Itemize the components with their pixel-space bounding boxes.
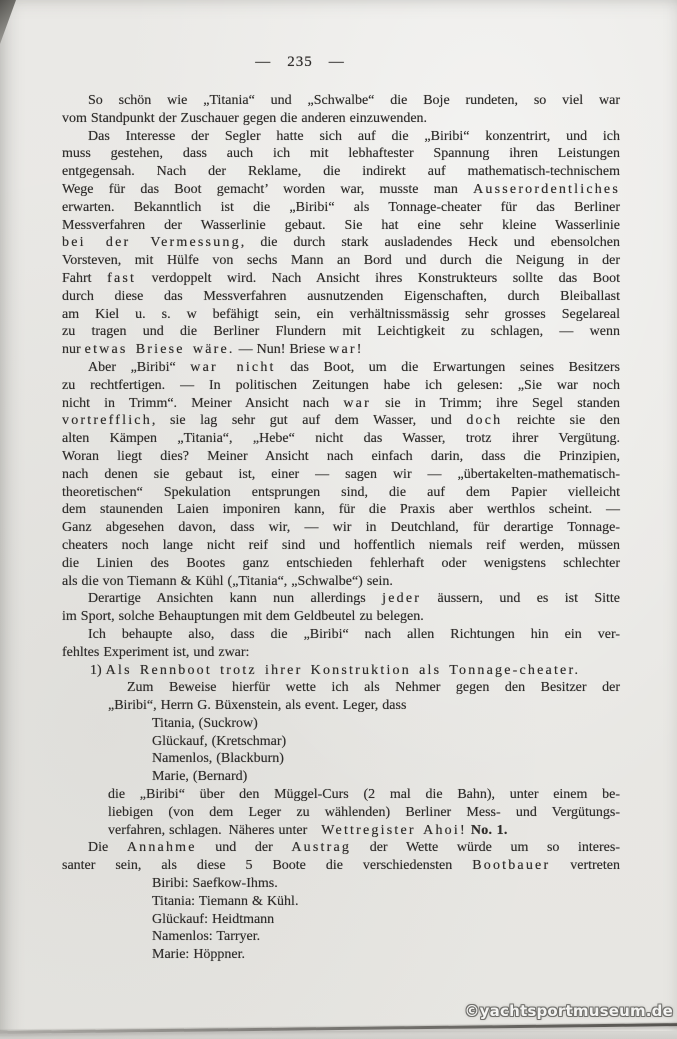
text-segment: Ganz abgesehen davon, dass wir, — wir in Deutchland, für derartige Tonnage- (62, 520, 620, 536)
text-segment: zu rechtfertigen. — In politischen Zeitungen habe ich gelesen: „Sie war noch (62, 377, 620, 393)
text-segment: verdoppelt wird. Nach Ansicht ihres Konstrukteurs sollte das Boot (136, 270, 620, 286)
text-segment: cheaters noch lange nicht reif sind und hoffentlich niemals reif werden, müssen (62, 537, 620, 553)
text-segment: die „Biribi“ über den Müggel-Curs (2 mal die Bahn), unter einem be- (108, 787, 620, 803)
text-line (62, 306, 620, 324)
text-line (62, 110, 620, 128)
text-segment: No. 1. (470, 822, 508, 838)
text-segment: vortrefflich (62, 413, 152, 429)
text-line (88, 92, 620, 110)
text-segment: Bootbauer (472, 858, 551, 874)
text-line (62, 288, 620, 306)
text-segment: Titania: Tiemann & Kühl. (152, 893, 299, 909)
text-line (108, 697, 620, 715)
text-line (152, 911, 620, 929)
text-line (152, 768, 620, 786)
text-segment: fast (107, 270, 137, 286)
text-segment: Wettregister Ahoi! (321, 822, 467, 838)
text-segment: die Linien des Bootes ganz entschieden fehlerhaft oder wenigstens schlechter (62, 555, 620, 571)
text-segment: der Wette würde um so interes- (351, 840, 620, 856)
text-segment: muss gestehen, dass auch ich mit lebhaftester Spannung ihren Leistungen (62, 146, 620, 162)
text-line (88, 839, 620, 857)
text-line (88, 590, 620, 608)
text-line (62, 555, 620, 573)
text-line (62, 644, 620, 662)
text-line (62, 573, 620, 591)
text-segment: Derartige Ansichten kann nun allerdings (88, 591, 383, 607)
text-segment: Ich behaupte also, dass die „Biribi“ nach allen Richtungen hin ein ver- (88, 626, 620, 642)
text-segment: , die durch stark ausladendes Heck und ebensolchen (240, 235, 620, 251)
text-segment: war nicht (190, 359, 276, 375)
text-segment: , sie lag sehr gut auf dem Wasser, und (151, 413, 467, 429)
text-segment: Marie: Höppner. (152, 947, 246, 963)
text-segment: jeder (382, 591, 422, 607)
text-line (62, 448, 620, 466)
text-line (127, 679, 620, 697)
text-segment: war! (329, 342, 364, 358)
text-line (88, 626, 620, 644)
text-segment: Das Interesse der Segler hatte sich auf die „Biribi“ konzentrirt, und ich (88, 128, 620, 144)
page-number: — 235 — (255, 54, 345, 70)
text-segment: vertreten (550, 858, 621, 874)
text-line (62, 181, 620, 199)
text-line (108, 786, 620, 804)
text-line (88, 359, 620, 377)
text-line (152, 946, 620, 964)
text-line (62, 323, 620, 341)
text-block (62, 92, 620, 964)
text-line (152, 715, 620, 733)
text-segment: sie in Trimm; ihre Segel standen (370, 395, 621, 411)
text-segment: durch diese das Messverfahren ausnutzenden Eigenschaften, durch Bleiballast (62, 288, 620, 304)
text-segment: Titania, (Suckrow) (152, 715, 258, 731)
text-line (62, 430, 620, 448)
text-line (62, 377, 620, 395)
text-line (152, 733, 620, 751)
text-line (62, 234, 620, 252)
text-segment: alten Kämpen „Titania“, „Hebe“ nicht das Wasser, trotz ihrer Vergütung. (62, 431, 620, 447)
text-segment: 1) (90, 662, 106, 678)
text-segment: zu tragen und die Berliner Flundern mit Leichtigkeit zu schlagen, — wenn (62, 324, 620, 340)
text-line (152, 893, 620, 911)
text-segment: Namenlos, (Blackburn) (152, 751, 284, 767)
text-line (62, 519, 620, 537)
text-line (62, 537, 620, 555)
text-line (62, 199, 620, 217)
text-line (152, 928, 620, 946)
text-segment: Glückauf: Heidtmann (152, 911, 275, 927)
text-line (152, 750, 620, 768)
text-segment: „Biribi“, Herrn G. Büxenstein, als event. Leger, dass (108, 698, 407, 714)
text-line (62, 341, 620, 359)
text-line (62, 501, 620, 519)
text-segment: Vorsteven, mit Hülfe von sechs Mann an Bord und durch die Neigung in der (62, 253, 620, 269)
text-segment: santer sein, als diese 5 Boote die verschiedensten (62, 858, 473, 874)
text-line (62, 466, 620, 484)
text-line (62, 484, 620, 502)
text-segment: Marie, (Bernard) (152, 769, 248, 785)
text-segment: Namenlos: Tarryer. (152, 929, 261, 945)
text-segment: als die von Tiemann & Kühl („Titania“, „Schwalbe“) sein. (62, 573, 393, 589)
text-segment: bei der Vermessung (62, 235, 241, 251)
text-segment: und der (196, 840, 292, 856)
text-segment: äussern, und es ist Sitte (421, 591, 620, 607)
text-segment: theoretischen“ Spekulation entsprungen sind, die auf dem Papier vielleicht (62, 484, 620, 500)
text-segment: etwas Briese wäre. (84, 342, 235, 358)
text-segment: Austrag (291, 840, 352, 856)
text-line (62, 395, 620, 413)
text-line (62, 145, 620, 163)
text-line (152, 875, 620, 893)
text-segment: vom Standpunkt der Zuschauer gegen die anderen einzuwenden. (62, 110, 428, 126)
text-segment: Glückauf, (Kretschmar) (152, 733, 287, 749)
text-segment: nicht in Trimm“. Meiner Ansicht nach (62, 395, 344, 411)
text-segment: Ausserordentliches (473, 181, 620, 197)
text-segment: dem staunenden Laien imponiren kann, für die Praxis aber werthlos scheint. — (62, 502, 620, 518)
text-line (62, 608, 620, 626)
text-segment: Fahrt (62, 270, 108, 286)
text-segment: Annahme (126, 840, 197, 856)
text-line (108, 822, 620, 840)
text-segment: Aber „Biribi“ (88, 359, 191, 375)
text-line (108, 804, 620, 822)
text-segment: nur (62, 342, 85, 358)
text-segment: Wege für das Boot gemacht’ worden war, musste man (62, 181, 474, 197)
text-segment: Die (88, 840, 127, 856)
watermark: ©yachtsportmuseum.de (464, 1002, 673, 1020)
text-line (62, 270, 620, 288)
text-segment: erwarten. Bekanntlich ist die „Biribi“ als Tonnage-cheater für das Berliner (62, 199, 620, 215)
text-segment: im Sport, solche Behauptungen mit dem Geldbeutel zu belegen. (62, 609, 424, 625)
text-segment: entgegensah. Nach der Reklame, die indirekt auf mathematisch-technischem (62, 164, 620, 180)
text-segment: am Kiel u. s. w befähigt sein, ein verhältnissmässig sehr grosses Segelareal (62, 306, 620, 322)
text-segment: war (343, 395, 371, 411)
text-segment: fehltes Experiment ist, und zwar: (62, 644, 250, 660)
text-line (62, 412, 620, 430)
scan-corner-artifact (0, 0, 18, 46)
text-segment: Woran liegt dies? Meiner Ansicht nach einfach darin, dass die Prinzipien, (62, 448, 620, 464)
text-line (62, 857, 620, 875)
text-segment: doch (466, 413, 503, 429)
text-segment: liebigen (von dem Leger zu wählenden) Berliner Mess- und Vergütungs- (108, 804, 620, 820)
text-line (62, 217, 620, 235)
text-segment: nach denen sie gebaut ist, einer — sagen wir — „übertakelten-mathematisch- (62, 466, 620, 482)
text-segment: verfahren, schlagen. Näheres unter (108, 822, 322, 838)
text-segment: das Boot, um die Erwartungen seines Besitzers (275, 359, 620, 375)
text-segment: So schön wie „Titania“ und „Schwalbe“ die Boje rundeten, so viel war (88, 93, 620, 108)
text-segment: Zum Beweise hierfür wette ich als Nehmer gegen den Besitzer der (127, 680, 620, 696)
text-segment: Messverfahren der Wasserlinie gebaut. Sie hat eine sehr kleine Wasserlinie (62, 217, 620, 233)
text-line (62, 252, 620, 270)
text-segment: Biribi: Saefkow-Ihms. (152, 876, 278, 892)
text-line (62, 163, 620, 181)
text-segment: reichte sie den (502, 413, 620, 429)
text-segment: — Nun! Briese (234, 342, 330, 358)
text-line (88, 128, 620, 146)
text-line (90, 662, 620, 680)
text-segment: Als Rennboot trotz ihrer Konstruktion als Tonnage-cheater. (105, 662, 581, 678)
